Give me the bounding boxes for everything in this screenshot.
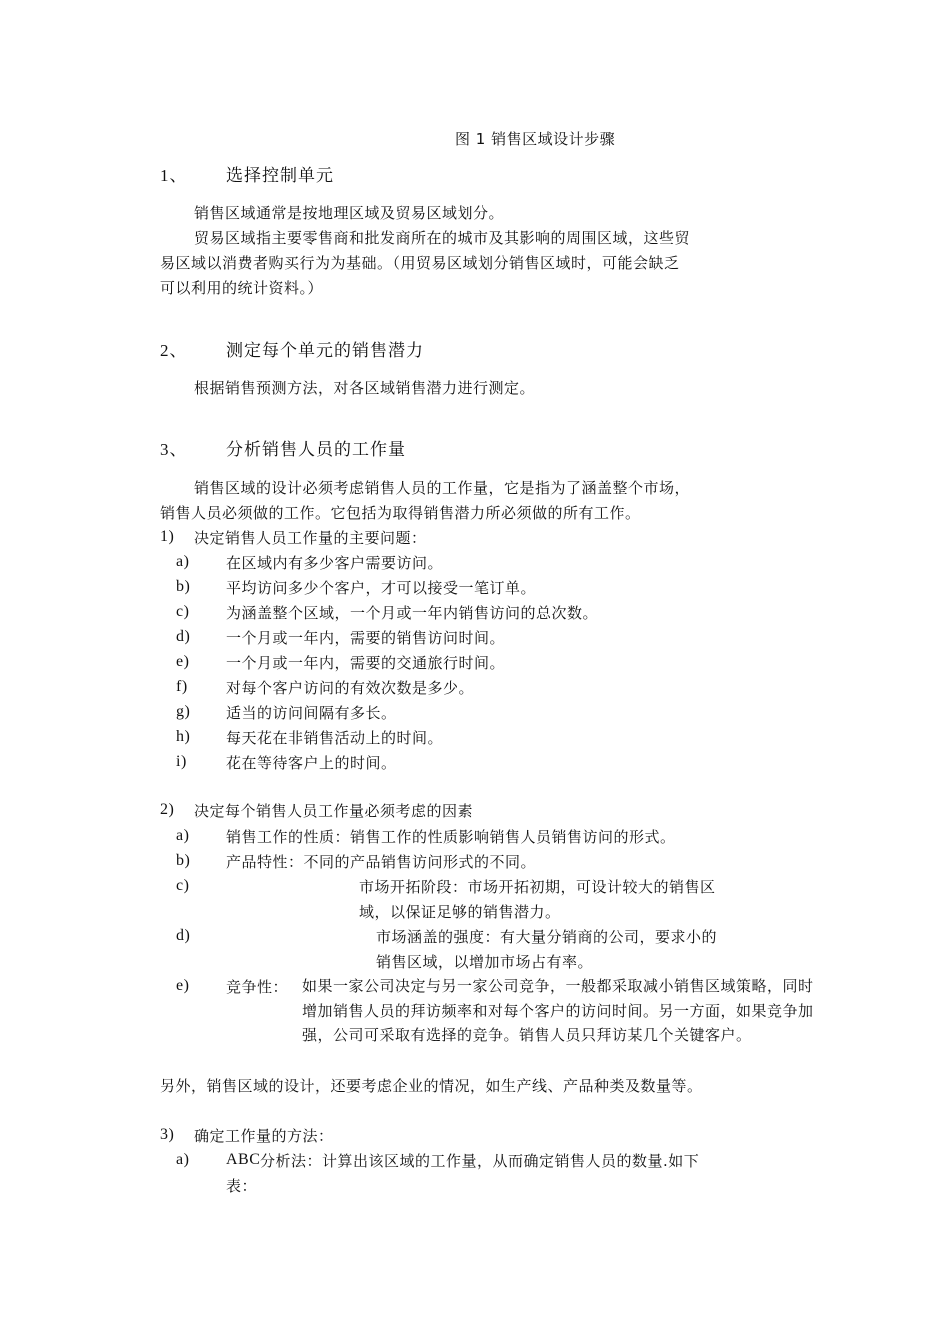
q2-item-d-line-2: 销售区域，以增加市场占有率。	[376, 953, 594, 971]
q2-item-b-marker: b)	[176, 852, 191, 869]
q2-item-e-marker: e)	[176, 977, 190, 994]
q1-item-marker: d)	[176, 628, 191, 645]
q2-item-d-marker: d)	[176, 927, 191, 944]
q2-item-c-marker: c)	[176, 877, 190, 894]
q1-item-text: 平均访问多少个客户，才可以接受一笔订单。	[226, 579, 537, 597]
q3-item-a-line-2: 表：	[226, 1177, 258, 1195]
section-1-paragraph-1: 销售区域通常是按地理区域及贸易区域划分。	[194, 204, 505, 222]
figure-caption: 图 1 销售区域设计步骤	[455, 130, 616, 148]
q1-item-marker: h)	[176, 728, 191, 745]
section-2-title: 测定每个单元的销售潜力	[226, 341, 424, 361]
section-1-paragraph-2-line-1: 贸易区域指主要零售商和批发商所在的城市及其影响的周围区域，这些贸	[194, 229, 691, 247]
q1-item-text: 每天花在非销售活动上的时间。	[226, 729, 444, 747]
q3-item-a-line-1: 分析法：计算出该区域的工作量，从而确定销售人员的数量.如下	[260, 1152, 700, 1170]
q1-item-marker: f)	[176, 678, 188, 695]
q2-item-c-line-2: 域，以保证足够的销售潜力。	[359, 903, 561, 921]
section-1-paragraph-2-line-3: 可以利用的统计资料。）	[160, 279, 324, 297]
q2-item-b-text: 产品特性：不同的产品销售访问形式的不同。	[226, 853, 537, 871]
section-3-title: 分析销售人员的工作量	[226, 440, 406, 460]
q3-item-a-abc: ABC	[226, 1151, 261, 1168]
q2-item-e-label: 竞争性：	[226, 978, 289, 996]
q1-item-marker: a)	[176, 553, 190, 570]
q3-marker: 3)	[160, 1126, 175, 1143]
q2-title: 决定每个销售人员工作量必须考虑的因素	[194, 802, 474, 820]
q2-item-a-marker: a)	[176, 827, 190, 844]
q3-title: 确定工作量的方法：	[194, 1127, 334, 1145]
section-2-paragraph: 根据销售预测方法，对各区域销售潜力进行测定。	[194, 379, 536, 397]
q1-item-text: 花在等待客户上的时间。	[226, 754, 397, 772]
q1-item-marker: i)	[176, 753, 187, 770]
section-3-paragraph-line-1: 销售区域的设计必须考虑销售人员的工作量，它是指为了涵盖整个市场，	[194, 479, 691, 497]
q2-item-a-text: 销售工作的性质：销售工作的性质影响销售人员销售访问的形式。	[226, 828, 676, 846]
section-1-number: 1、	[160, 166, 188, 185]
q1-item-text: 在区域内有多少客户需要访问。	[226, 554, 444, 572]
q1-item-marker: g)	[176, 703, 191, 720]
q1-item-marker: b)	[176, 578, 191, 595]
q3-item-a-marker: a)	[176, 1151, 190, 1168]
q1-item-text: 适当的访问间隔有多长。	[226, 704, 397, 722]
q2-item-c-line-1: 市场开拓阶段：市场开拓初期，可设计较大的销售区	[359, 878, 716, 896]
section-3-paragraph-line-2: 销售人员必须做的工作。它包括为取得销售潜力所必须做的所有工作。	[160, 504, 641, 522]
q1-item-text: 对每个客户访问的有效次数是多少。	[226, 679, 475, 697]
q1-item-marker: c)	[176, 603, 190, 620]
q1-marker: 1)	[160, 528, 175, 545]
q2-note: 另外，销售区域的设计，还要考虑企业的情况，如生产线、产品种类及数量等。	[160, 1077, 703, 1095]
q1-item-text: 一个月或一年内，需要的销售访问时间。	[226, 629, 506, 647]
section-1-title: 选择控制单元	[226, 166, 334, 186]
q2-marker: 2)	[160, 801, 175, 818]
q1-item-text: 为涵盖整个区域，一个月或一年内销售访问的总次数。	[226, 604, 599, 622]
section-3-number: 3、	[160, 440, 188, 459]
q1-item-marker: e)	[176, 653, 190, 670]
q1-item-text: 一个月或一年内，需要的交通旅行时间。	[226, 654, 506, 672]
section-2-number: 2、	[160, 341, 188, 360]
section-1-paragraph-2-line-2: 易区域以消费者购买行为为基础。（用贸易区域划分销售区域时，可能会缺乏	[160, 254, 680, 272]
q2-item-e-text: 如果一家公司决定与另一家公司竞争，一般都采取减小销售区域策略，同时增加销售人员的拜访频率和对每个客户的访问时间。另一方面，如果竞争加强，公司可采取有选择的竞争。销售人员只拜访某几个关键客户。	[302, 977, 814, 1044]
q2-item-d-line-1: 市场涵盖的强度：有大量分销商的公司，要求小的	[376, 928, 718, 946]
q1-title: 决定销售人员工作量的主要问题：	[194, 529, 427, 547]
